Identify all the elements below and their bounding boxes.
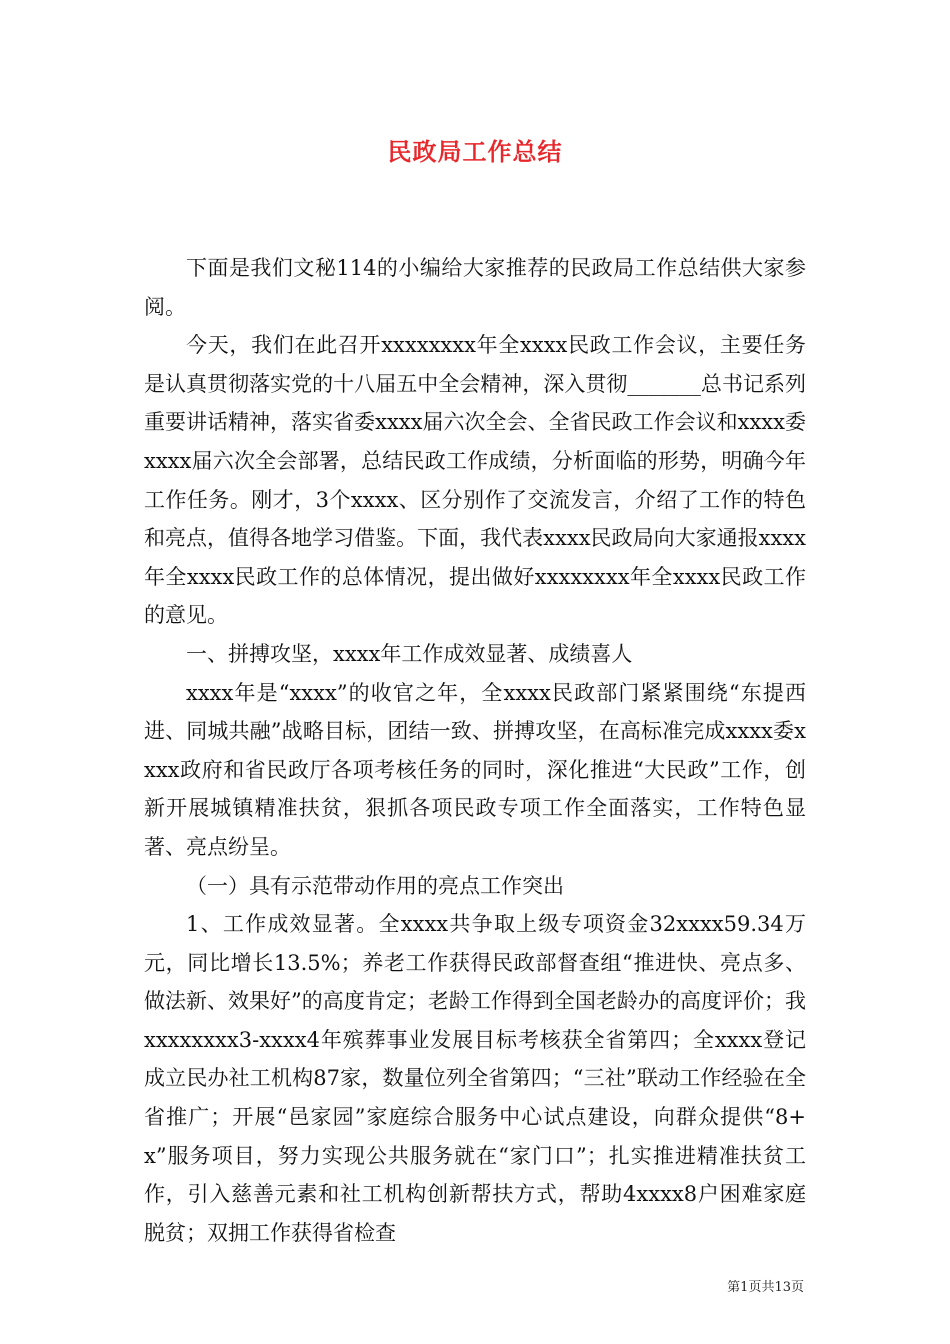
document-title: 民政局工作总结 — [387, 137, 563, 166]
intro-paragraph: 下面是我们文秘114的小编给大家推荐的民政局工作总结供大家参阅。 — [144, 256, 806, 319]
subsection-heading: （一）具有示范带动作用的亮点工作突出 — [186, 873, 564, 898]
section-heading: 一、拼搏攻坚，xxxx年工作成效显著、成绩喜人 — [186, 641, 633, 666]
achievements-paragraph: 1、工作成效显著。全xxxx共争取上级专项资金32xxxx59.34万元，同比增长13.5%；养老工作获得民政部督查组“推进快、亮点多、做法新、效果好”的高度肯定；老龄工作得到全国老龄办的高度评价；我xxxxxxxx3-xxxx4年殡葬事业发展目标考核获全省第四；全xxxx登记成立民办社工机构87家，数量位列全省第四；“三社”联动工作经验在全省推广；开展“邑家园”家庭综合服务中心试点建设，向群众提供“8+x”服务项目，努力实现公共服务就在“家门口”；扎实推进精准扶贫工作，引入慈善元素和社工机构创新帮扶方式，帮助4xxxx8户困难家庭脱贫；双拥工作获得省检查 — [144, 912, 806, 1245]
document-body — [144, 249, 806, 1252]
page-number: 第1页共13页 — [727, 1280, 804, 1295]
opening-paragraph: 今天，我们在此召开xxxxxxxx年全xxxx民政工作会议，主要任务是认真贯彻落实党的十八届五中全会精神，深入贯彻_______总书记系列重要讲话精神，落实省委xxxx届六次全会、全省民政工作会议和xxxx委xxxx届六次全会部署，总结民政工作成绩，分析面临的形势，明确今年工作任务。刚才，3个xxxx、区分别作了交流发言，介绍了工作的特色和亮点，值得各地学习借鉴。下面，我代表xxxx民政局向大家通报xxxx年全xxxx民政工作的总体情况，提出做好xxxxxxxx年全xxxx民政工作的意见。 — [144, 333, 806, 628]
summary-paragraph: xxxx年是“xxxx”的收官之年，全xxxx民政部门紧紧围绕“东提西进、同城共融”战略目标，团结一致、拼搏攻坚，在高标准完成xxxx委xxxx政府和省民政厅各项考核任务的同时，深化推进“大民政”工作，创新开展城镇精准扶贫，狠抓各项民政专项工作全面落实，工作特色显著、亮点纷呈。 — [144, 680, 806, 859]
